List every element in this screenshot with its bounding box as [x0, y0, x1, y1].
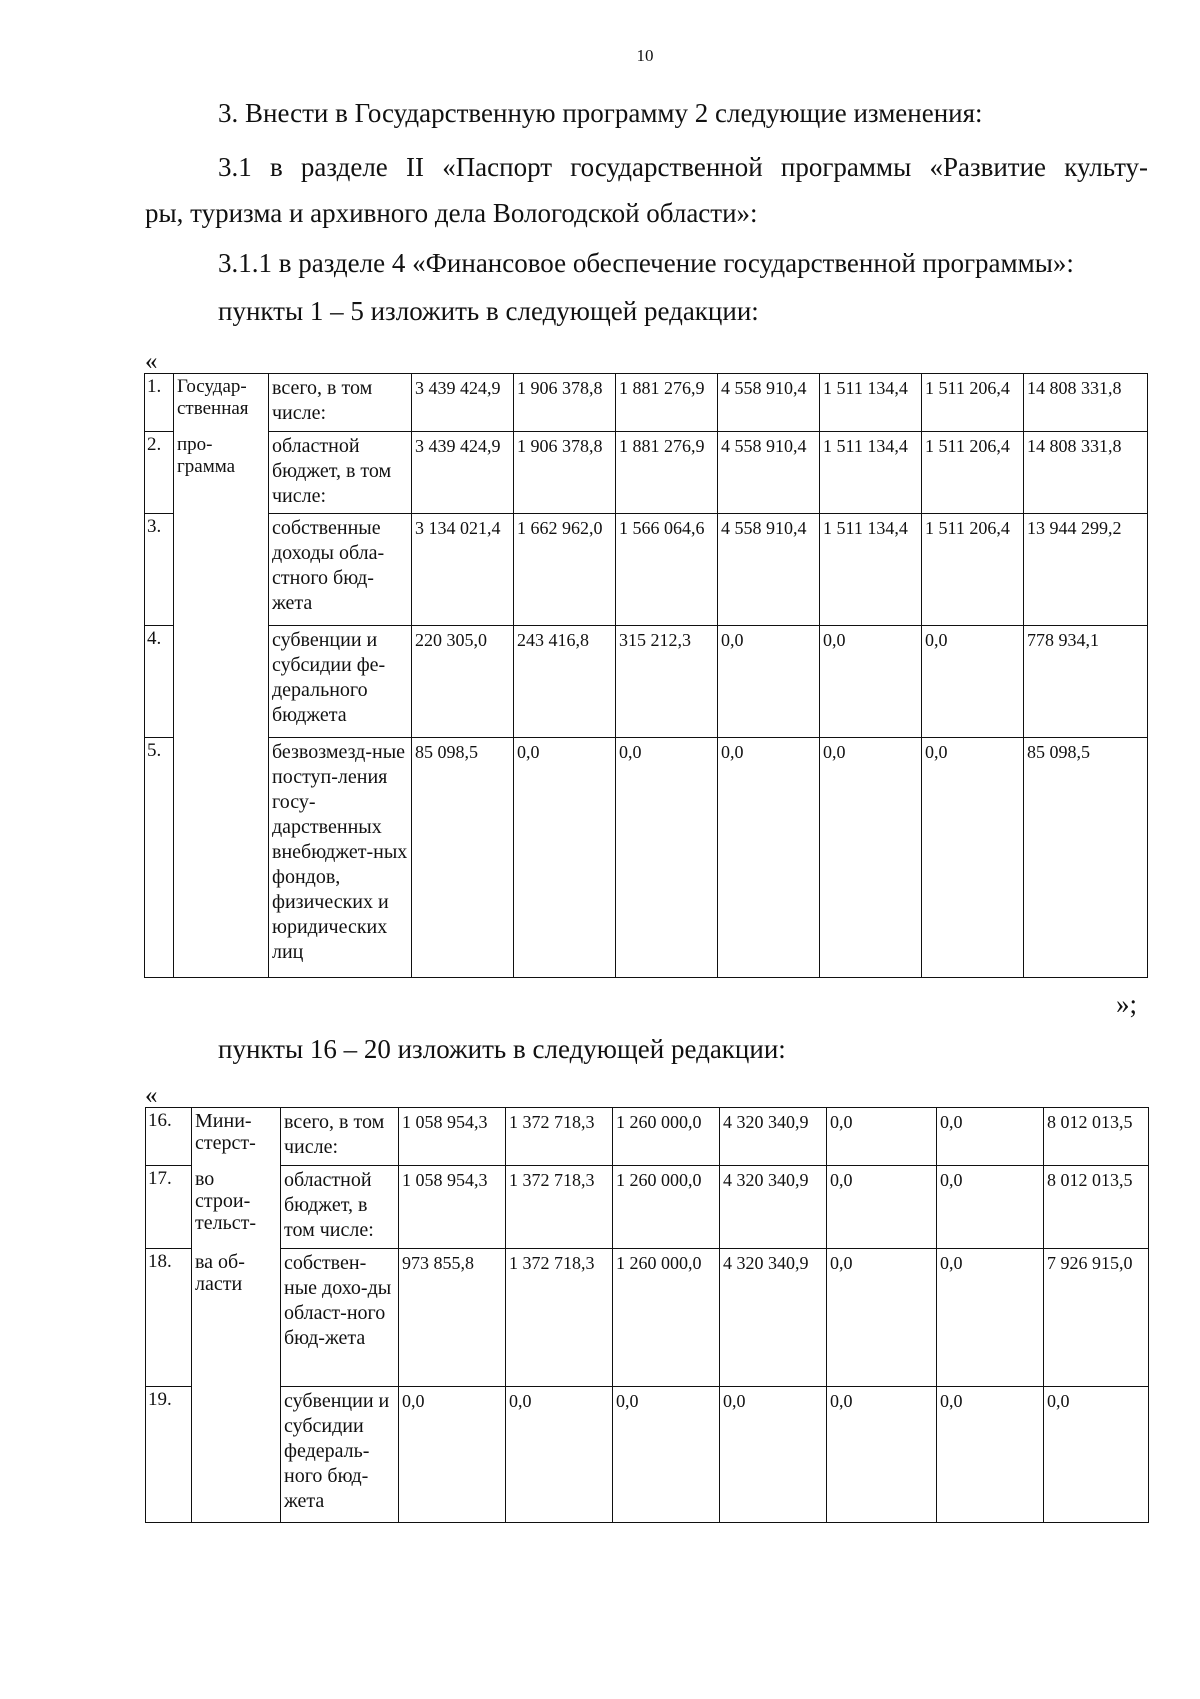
value-cell: 1 511 134,4 [820, 374, 922, 432]
value-cell: 1 511 206,4 [922, 432, 1024, 514]
table-row [145, 738, 1148, 978]
value-cell: 3 439 424,9 [412, 374, 514, 432]
row-number: 5. [145, 738, 174, 978]
value-cell: 778 934,1 [1024, 626, 1148, 738]
table-row [145, 626, 1148, 738]
program-name-cell [192, 1166, 281, 1249]
program-name-cell [192, 1108, 281, 1166]
row-number: 3. [145, 514, 174, 626]
program-name-line: Мини- [195, 1110, 252, 1132]
value-cell: 8 012 013,5 [1044, 1108, 1149, 1166]
value-cell: 0,0 [720, 1387, 827, 1523]
value-cell: 14 808 331,8 [1024, 374, 1148, 432]
row-number: 19. [146, 1387, 192, 1523]
row-number: 18. [146, 1249, 192, 1387]
funding-source-label: областной бюджет, в том числе: [269, 432, 412, 514]
value-cell: 4 320 340,9 [720, 1108, 827, 1166]
row-number: 1. [145, 374, 174, 432]
value-cell: 0,0 [827, 1166, 937, 1249]
funding-source-label: безвозмезд-ные поступ-ления госу-дарственных внебюджет-ных фондов, физических и юридических лиц [269, 738, 412, 978]
value-cell: 0,0 [922, 738, 1024, 978]
table-row [146, 1249, 1149, 1387]
value-cell: 8 012 013,5 [1044, 1166, 1149, 1249]
value-cell: 1 058 954,3 [399, 1166, 506, 1249]
value-cell: 0,0 [399, 1387, 506, 1523]
program-name-line: тельст- [195, 1211, 256, 1234]
value-cell: 0,0 [1044, 1387, 1149, 1523]
value-cell: 0,0 [937, 1249, 1044, 1387]
table-row [146, 1108, 1149, 1166]
value-cell: 4 558 910,4 [718, 432, 820, 514]
value-cell: 3 439 424,9 [412, 432, 514, 514]
value-cell: 0,0 [937, 1108, 1044, 1166]
value-cell: 1 881 276,9 [616, 432, 718, 514]
table-row [146, 1387, 1149, 1523]
funding-source-label: всего, в том числе: [281, 1108, 399, 1166]
value-cell: 4 558 910,4 [718, 374, 820, 432]
program-name-cell [174, 432, 269, 514]
value-cell: 0,0 [718, 738, 820, 978]
value-cell: 85 098,5 [412, 738, 514, 978]
open-quote-1: « [145, 348, 158, 375]
finance-table-2 [145, 1107, 1149, 1523]
program-name-line: Государ- [177, 376, 247, 397]
value-cell: 14 808 331,8 [1024, 432, 1148, 514]
paragraph-3-1-line1: 3.1 в разделе II «Паспорт государственной программы «Развитие культу- [218, 152, 1148, 182]
funding-source-label: собственные доходы обла-стного бюд-жета [269, 514, 412, 626]
finance-table-1 [144, 373, 1148, 978]
value-cell: 7 926 915,0 [1044, 1249, 1149, 1387]
value-cell: 0,0 [718, 626, 820, 738]
funding-source-label: субвенции и субсидии фе-дерального бюджета [269, 626, 412, 738]
value-cell: 1 511 134,4 [820, 432, 922, 514]
row-number: 16. [146, 1108, 192, 1166]
value-cell: 1 260 000,0 [613, 1166, 720, 1249]
funding-source-label: областной бюджет, в том числе: [281, 1166, 399, 1249]
paragraph-3: 3. Внести в Государственную программу 2 следующие изменения: [218, 98, 983, 128]
program-name-cell [192, 1249, 281, 1387]
value-cell: 1 260 000,0 [613, 1108, 720, 1166]
value-cell: 1 372 718,3 [506, 1108, 613, 1166]
program-name-cell [192, 1387, 281, 1523]
value-cell: 1 372 718,3 [506, 1249, 613, 1387]
paragraph-items-1-5: пункты 1 – 5 изложить в следующей редакции: [218, 296, 759, 326]
value-cell: 1 906 378,8 [514, 432, 616, 514]
value-cell: 0,0 [514, 738, 616, 978]
close-quote-1: »; [1116, 989, 1138, 1019]
value-cell: 220 305,0 [412, 626, 514, 738]
table-row [145, 432, 1148, 514]
paragraph-3-1-1: 3.1.1 в разделе 4 «Финансовое обеспечение государственной программы»: [218, 248, 1074, 278]
value-cell: 1 511 206,4 [922, 374, 1024, 432]
program-name-cell [174, 514, 269, 626]
table-row [146, 1166, 1149, 1249]
value-cell: 0,0 [937, 1387, 1044, 1523]
value-cell: 0,0 [827, 1387, 937, 1523]
funding-source-label: собствен-ные дохо-ды област-ного бюд-жета [281, 1249, 399, 1387]
paragraph-3-1-line2: ры, туризма и архивного дела Вологодской области»: [145, 198, 758, 228]
value-cell: 0,0 [922, 626, 1024, 738]
value-cell: 0,0 [616, 738, 718, 978]
value-cell: 1 260 000,0 [613, 1249, 720, 1387]
paragraph-items-16-20: пункты 16 – 20 изложить в следующей редакции: [218, 1034, 786, 1064]
program-name-line: строи- [195, 1189, 251, 1212]
value-cell: 1 881 276,9 [616, 374, 718, 432]
value-cell: 1 372 718,3 [506, 1166, 613, 1249]
program-name-cell [174, 738, 269, 978]
program-name-line: во [195, 1167, 215, 1190]
program-name-line: грамма [177, 455, 236, 477]
value-cell: 13 944 299,2 [1024, 514, 1148, 626]
value-cell: 0,0 [506, 1387, 613, 1523]
row-number: 2. [145, 432, 174, 514]
funding-source-label: субвенции и субсидии федераль-ного бюд-жета [281, 1387, 399, 1523]
page-number: 10 [636, 46, 654, 65]
table-row [145, 374, 1148, 432]
value-cell: 0,0 [827, 1108, 937, 1166]
program-name-cell [174, 626, 269, 738]
funding-source-label: всего, в том числе: [269, 374, 412, 432]
value-cell: 243 416,8 [514, 626, 616, 738]
value-cell: 3 134 021,4 [412, 514, 514, 626]
value-cell: 0,0 [827, 1249, 937, 1387]
value-cell: 1 511 206,4 [922, 514, 1024, 626]
value-cell: 4 320 340,9 [720, 1166, 827, 1249]
program-name-line: про- [177, 433, 213, 455]
value-cell: 1 058 954,3 [399, 1108, 506, 1166]
value-cell: 1 511 134,4 [820, 514, 922, 626]
program-name-line: ласти [195, 1272, 243, 1295]
row-number: 4. [145, 626, 174, 738]
value-cell: 0,0 [820, 738, 922, 978]
value-cell: 1 906 378,8 [514, 374, 616, 432]
value-cell: 4 320 340,9 [720, 1249, 827, 1387]
value-cell: 315 212,3 [616, 626, 718, 738]
program-name-line: ва об- [195, 1250, 245, 1273]
program-name-line: ственная [177, 398, 249, 419]
open-quote-2: « [145, 1082, 158, 1109]
row-number: 17. [146, 1166, 192, 1249]
value-cell: 0,0 [937, 1166, 1044, 1249]
value-cell: 0,0 [613, 1387, 720, 1523]
value-cell: 0,0 [820, 626, 922, 738]
value-cell: 85 098,5 [1024, 738, 1148, 978]
value-cell: 1 662 962,0 [514, 514, 616, 626]
program-name-cell [174, 374, 269, 432]
value-cell: 4 558 910,4 [718, 514, 820, 626]
program-name-line: стерст- [195, 1132, 256, 1154]
value-cell: 973 855,8 [399, 1249, 506, 1387]
value-cell: 1 566 064,6 [616, 514, 718, 626]
table-row [145, 514, 1148, 626]
